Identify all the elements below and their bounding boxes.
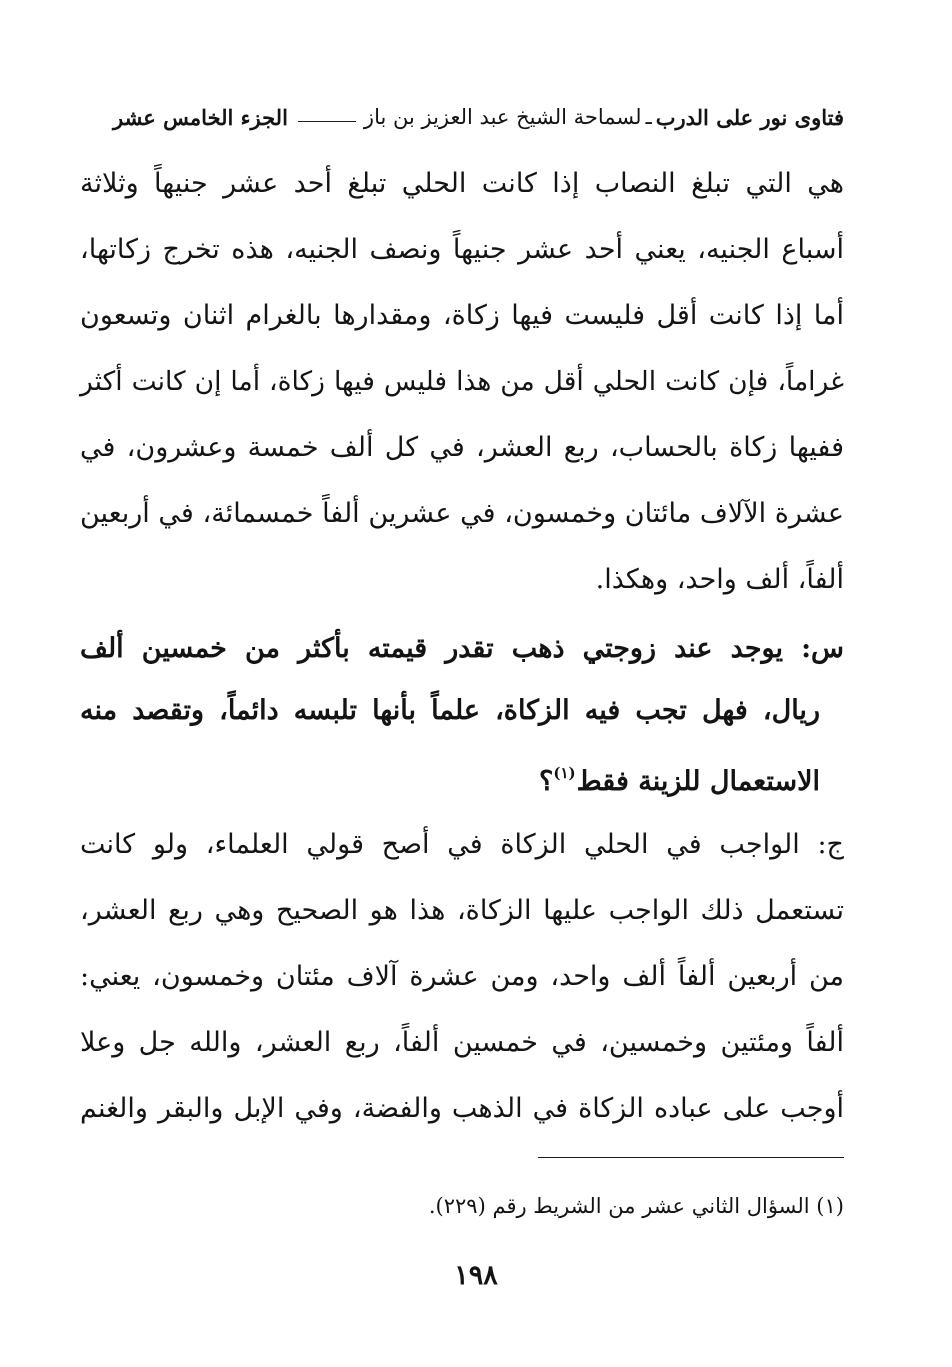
running-header — [80, 100, 844, 134]
volume-part: الجزء الخامس عشر — [112, 104, 288, 130]
paragraph-line: غراماً، فإن كانت الحلي أقل من هذا فليس فيها زكاة، أما إن كانت أكثر — [80, 366, 844, 397]
answer-line: تستعمل ذلك الواجب عليها الزكاة، هذا هو الصحيح وهي ربع العشر، — [80, 895, 844, 926]
question-line — [80, 741, 820, 805]
answer-line: أوجب على عباده الزكاة في الذهب والفضة، وفي الإبل والبقر والغنم — [80, 1093, 844, 1124]
paragraph-line: أسباع الجنيه، يعني أحد عشر جنيهاً ونصف الجنيه، هذه تخرج زكاتها، — [80, 234, 844, 265]
question-line: س: يوجد عند زوجتي ذهب تقدر قيمته بأكثر من خمسين ألف — [80, 633, 844, 664]
footnote-reference[interactable]: (١) — [553, 764, 576, 782]
paragraph-line: ألفاً، ألف واحد، وهكذا. — [595, 564, 844, 595]
question-text: الاستعمال للزينة فقط — [576, 766, 820, 797]
header-dash: ـ — [645, 105, 652, 129]
paragraph-line: هي التي تبلغ النصاب إذا كانت الحلي تبلغ أحد عشر جنيهاً وثلاثة — [80, 168, 844, 199]
footnote: (١) السؤال الثاني عشر من الشريط رقم (٢٢٩). — [428, 1194, 844, 1218]
paragraph-line: عشرة الآلاف مائتان وخمسون، في عشرين ألفاً خمسمائة، في أربعين — [80, 498, 844, 529]
answer-line: ج: الواجب في الحلي الزكاة في أصح قولي العلماء، ولو كانت — [80, 829, 844, 860]
footnote-separator — [538, 1157, 844, 1158]
page-number: ١٩٨ — [454, 1260, 498, 1291]
author-credit: لسماحة الشيخ عبد العزيز بن باز — [363, 105, 642, 129]
question-line: ريال، فهل تجب فيه الزكاة، علماً بأنها تلبسه دائماً، وتقصد منه — [80, 695, 820, 726]
book-title: فتاوى نور على الدرب — [655, 104, 844, 130]
answer-line: ألفاً ومئتين وخمسين، في خمسين ألفاً، ربع العشر، والله جل وعلا — [80, 1027, 844, 1058]
paragraph-line: أما إذا كانت أقل فليست فيها زكاة، ومقدارها بالغرام اثنان وتسعون — [80, 300, 844, 331]
question-mark: ؟ — [539, 766, 554, 797]
answer-line: من أربعين ألفاً ألف واحد، ومن عشرة آلاف مئتان وخمسون، يعني: — [80, 961, 844, 992]
paragraph-line: ففيها زكاة بالحساب، ربع العشر، في كل ألف خمسة وعشرون، في — [80, 432, 844, 463]
header-rule — [298, 121, 356, 122]
